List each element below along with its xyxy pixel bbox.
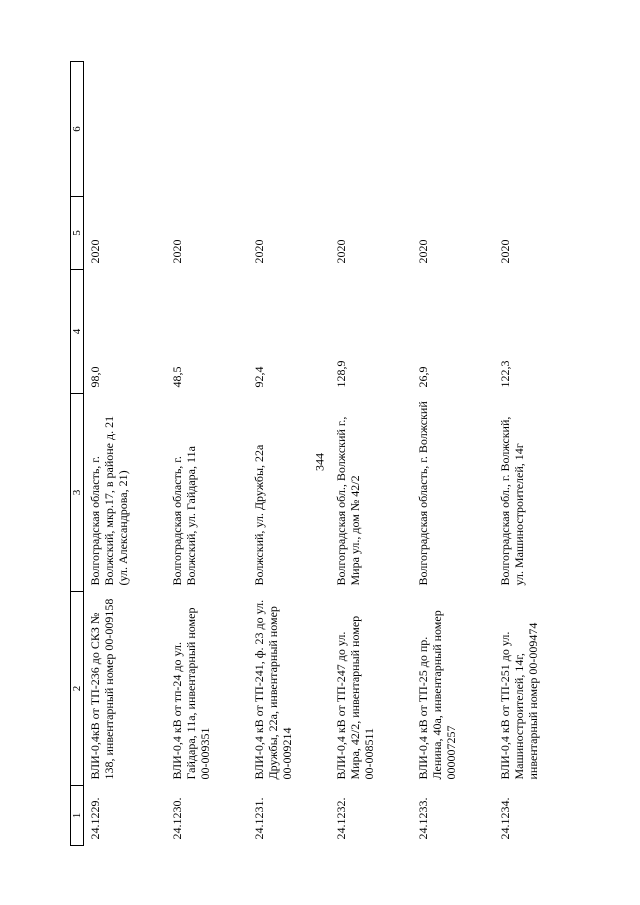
header-col-5: 5: [71, 197, 84, 270]
rotated-table-container: [70, 62, 575, 846]
page-number: 344: [312, 453, 327, 471]
header-col-2: 2: [71, 592, 84, 786]
object-address: Волгоградская обл., г. Волжский, ул. Машиностроителей, 14г: [498, 416, 526, 586]
object-name: ВЛИ-0,4 кВ от ТП-241, ф. 23 до ул. Дружбы, 22а, инвентарный номер 00-009214: [252, 599, 294, 780]
table-row: [166, 62, 248, 846]
object-year: 2020: [416, 239, 430, 264]
row-number: 24.1230.: [170, 797, 184, 840]
object-year: 2020: [170, 239, 184, 264]
object-address: Волгоградская область, г. Волжский: [416, 401, 430, 586]
table-body: [84, 62, 577, 846]
header-row: [71, 62, 84, 846]
object-note: [494, 62, 576, 197]
table-header: [71, 62, 84, 846]
table-row: [248, 62, 330, 846]
object-length: 122,3: [498, 360, 512, 388]
table-row: [330, 62, 412, 846]
table-wrapper: [70, 62, 575, 846]
header-col-3: 3: [71, 394, 84, 592]
object-address: Волгоградская обл., Волжский г., Мира ул., дом № 42/2: [334, 416, 362, 586]
row-number: 24.1233.: [416, 797, 430, 840]
row-number: 24.1232.: [334, 797, 348, 840]
register-table: [70, 61, 576, 846]
object-address: Волжский, ул. Дружбы, 22а: [252, 444, 266, 586]
header-col-4: 4: [71, 270, 84, 394]
object-length: 48,5: [170, 366, 184, 388]
object-name: ВЛИ-0,4 кВ от тп-24 до ул. Гайдара, 11а, инвентарный номер 00-009351: [170, 607, 212, 780]
row-number: 24.1229.: [88, 797, 102, 840]
object-name: ВЛИ-0,4кВ от ТП-236 до СКЗ № 138, инвентарный номер 00-009158: [88, 598, 116, 780]
table-row: [412, 62, 494, 846]
object-year: 2020: [252, 239, 266, 264]
object-length: 98,0: [88, 366, 102, 388]
object-length: 128,9: [334, 360, 348, 388]
object-length: 92,4: [252, 366, 266, 388]
object-name: ВЛИ-0,4 кВ от ТП-247 до ул. Мира, 42/2, инвентарный номер 00-008511: [334, 615, 376, 780]
object-note: [412, 62, 494, 197]
object-year: 2020: [498, 239, 512, 264]
row-number: 24.1231.: [252, 797, 266, 840]
object-note: [84, 62, 167, 197]
header-col-6: 6: [71, 62, 84, 197]
object-note: [330, 62, 412, 197]
table-row: [494, 62, 576, 846]
row-number: 24.1234.: [498, 797, 512, 840]
object-note: [248, 62, 330, 197]
object-address: Волгоградская область, г. Волжский, мкр.17, в районе д. 21 (ул. Александрова, 21): [88, 415, 130, 586]
object-name: ВЛИ-0,4 кВ от ТП-25 до пр. Ленина, 40а, инвентарный номер 000007257: [416, 610, 458, 780]
object-name: ВЛИ-0,4 кВ от ТП-251 до ул. Машиностроителей, 14г, инвентарный номер 00-009474: [498, 622, 540, 780]
object-address: Волгоградская область, г. Волжский, ул. Гайдара, 11а: [170, 446, 198, 586]
object-year: 2020: [334, 239, 348, 264]
object-note: [166, 62, 248, 197]
table-row: [84, 62, 167, 846]
header-col-1: 1: [71, 786, 84, 846]
object-length: 26,9: [416, 366, 430, 388]
object-year: 2020: [88, 239, 102, 264]
